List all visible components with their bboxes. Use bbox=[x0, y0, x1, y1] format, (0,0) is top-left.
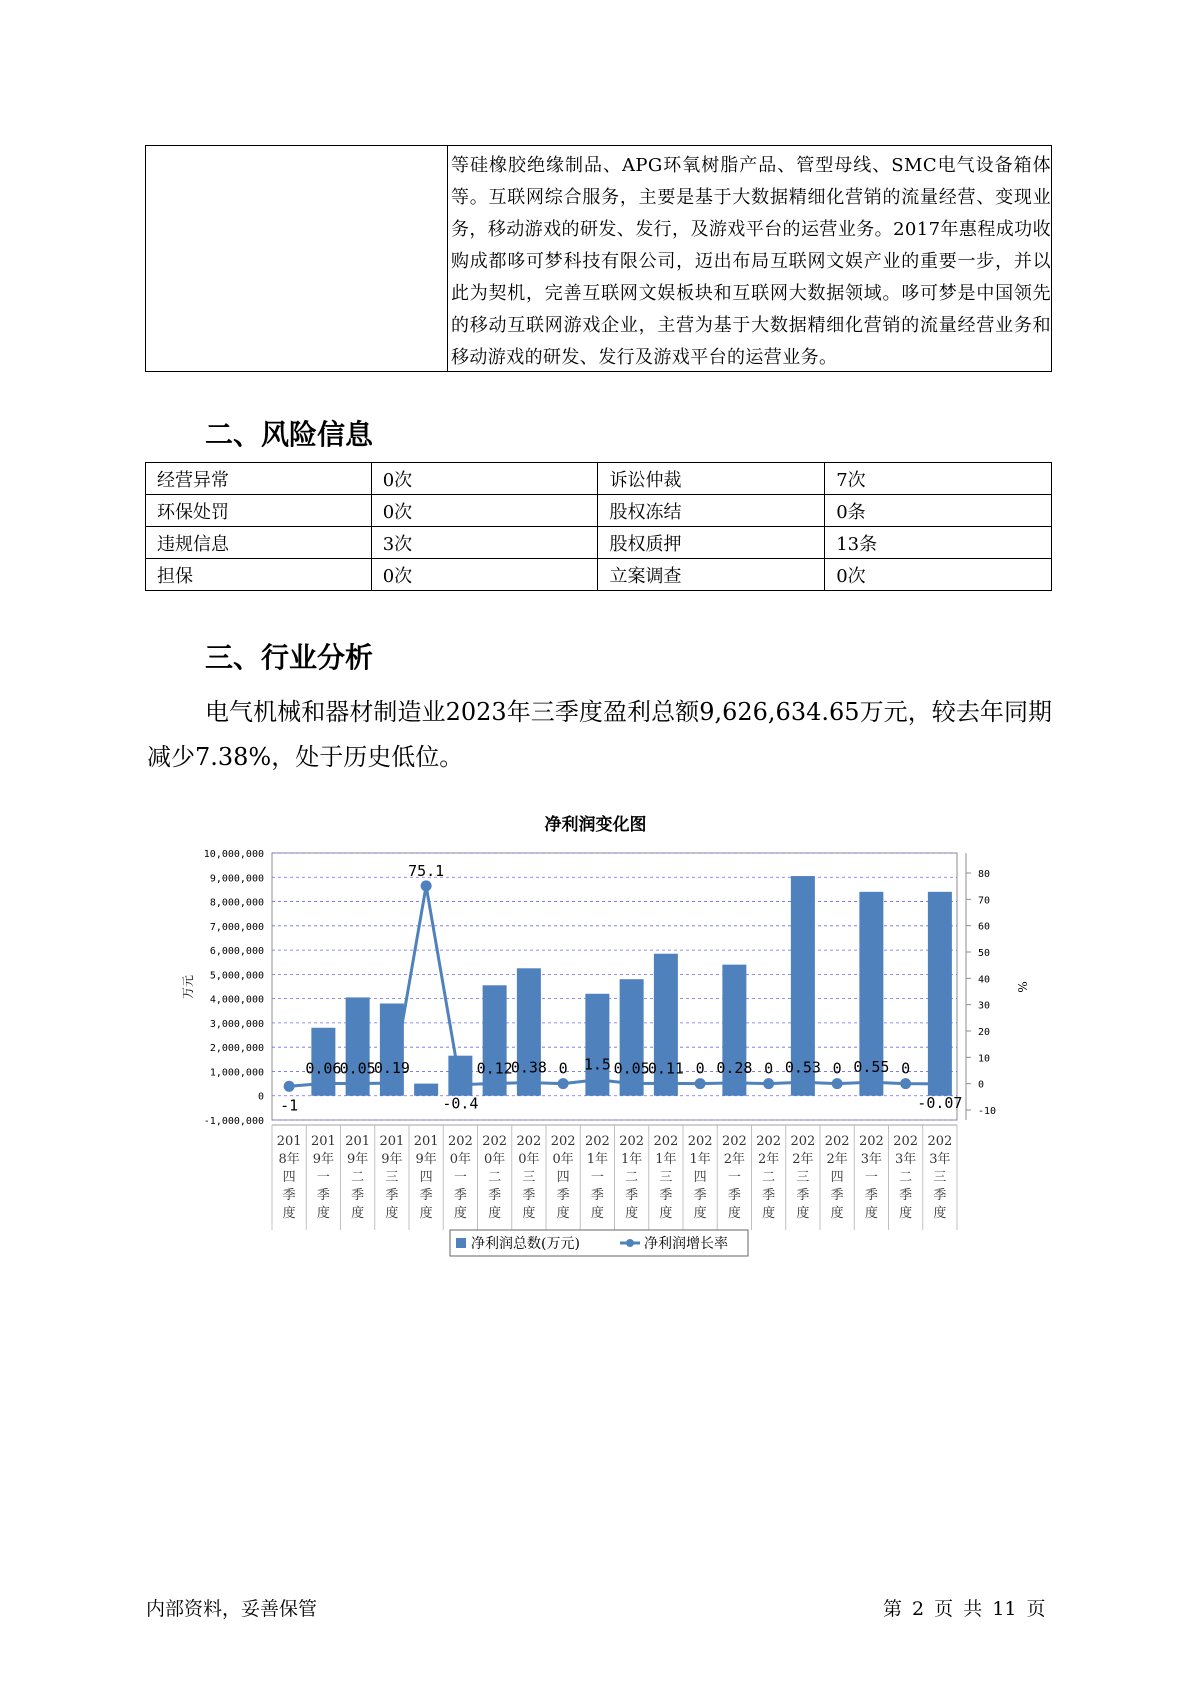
growth-point bbox=[386, 1078, 397, 1089]
y-tick-label: 6,000,000 bbox=[209, 946, 264, 958]
risk-item-label: 环保处罚 bbox=[146, 495, 372, 527]
y2-tick-label: 80 bbox=[978, 869, 991, 880]
y-tick-label: 8,000,000 bbox=[209, 897, 264, 909]
y-tick-label: -1,000,000 bbox=[203, 1116, 264, 1127]
risk-item-value: 7次 bbox=[825, 463, 1052, 495]
legend-bar-label: 净利润总数(万元) bbox=[471, 1236, 580, 1252]
growth-point bbox=[284, 1081, 295, 1092]
risk-item-value: 0次 bbox=[371, 463, 598, 495]
growth-point bbox=[523, 1077, 534, 1088]
plot-area bbox=[272, 853, 957, 1120]
growth-point bbox=[695, 1078, 706, 1089]
x-tick-label: 201 8年四季度 bbox=[276, 1134, 302, 1221]
growth-point bbox=[729, 1077, 740, 1088]
growth-point bbox=[660, 1078, 671, 1089]
risk-item-label: 股权质押 bbox=[598, 527, 825, 559]
data-label: 1.5 bbox=[583, 1055, 611, 1074]
risk-item-value: 3次 bbox=[371, 527, 598, 559]
footer-note: 内部资料，妥善保管 bbox=[146, 1598, 318, 1620]
bar bbox=[414, 1084, 438, 1096]
data-label: 0.19 bbox=[373, 1059, 410, 1078]
y2-tick-label: 50 bbox=[978, 948, 991, 959]
y-tick-label: 2,000,000 bbox=[209, 1043, 264, 1055]
growth-point bbox=[592, 1074, 603, 1085]
x-tick-label: 202 3年二季度 bbox=[893, 1134, 919, 1221]
x-tick-label: 201 9年四季度 bbox=[413, 1134, 439, 1221]
y-tick-label: 4,000,000 bbox=[209, 994, 264, 1006]
y2-axis-label: % bbox=[1015, 981, 1029, 993]
data-label: 0.53 bbox=[784, 1058, 821, 1077]
growth-point bbox=[866, 1077, 877, 1088]
risk-item-value: 0次 bbox=[371, 559, 598, 591]
data-label: 0.38 bbox=[510, 1058, 547, 1077]
risk-item-value: 0条 bbox=[825, 495, 1052, 527]
x-tick-label: 202 0年四季度 bbox=[550, 1134, 576, 1221]
x-tick-label: 202 2年三季度 bbox=[790, 1134, 816, 1221]
x-tick-label: 202 0年一季度 bbox=[447, 1134, 473, 1221]
risk-item-label: 股权冻结 bbox=[598, 495, 825, 527]
y-tick-label: 9,000,000 bbox=[209, 873, 264, 885]
y-tick-label: 3,000,000 bbox=[209, 1018, 264, 1030]
data-label: 0.55 bbox=[853, 1058, 890, 1077]
industry-paragraph: 电气机械和器材制造业2023年三季度盈利总额9,626,634.65万元，较去年同期减少7.38%，处于历史低位。 bbox=[147, 698, 1052, 771]
risk-item-value: 0次 bbox=[825, 559, 1052, 591]
x-tick-label: 202 3年三季度 bbox=[927, 1134, 953, 1221]
growth-point bbox=[797, 1077, 808, 1088]
growth-point bbox=[421, 880, 432, 891]
x-tick-label: 202 2年二季度 bbox=[756, 1134, 782, 1221]
data-label: 0 bbox=[901, 1059, 911, 1078]
intro-text: 等硅橡胶绝缘制品、APG环氧树脂产品、管型母线、SMC电气设备箱体等。互联网综合服务，主要是基于大数据精细化营销的流量经营、变现业务，移动游戏的研发、发行，及游戏平台的运营业务。2017年惠程成功收购成都哆可梦科技有限公司，迈出布局互联网文娱产业的重要一步，并以此为契机，完善互联网文娱板块和互联网大数据领域。哆可梦是中国领先的移动互联网游戏企业，主营为基于大数据精细化营销的流量经营业务和移动游戏的研发、发行及游戏平台的运营业务。 bbox=[451, 155, 1051, 368]
x-tick-label: 202 3年一季度 bbox=[858, 1134, 884, 1221]
growth-point bbox=[489, 1078, 500, 1089]
y-tick-label: 1,000,000 bbox=[209, 1067, 264, 1079]
data-label: 0.12 bbox=[476, 1059, 513, 1078]
page-number: 第 2 页 共 11 页 bbox=[883, 1598, 1046, 1620]
growth-point bbox=[832, 1078, 843, 1089]
data-label: 0.28 bbox=[716, 1058, 753, 1077]
y2-tick-label: 70 bbox=[978, 895, 991, 907]
y2-tick-label: 0 bbox=[978, 1079, 985, 1091]
data-label: 0.11 bbox=[647, 1059, 684, 1078]
x-tick-label: 202 1年一季度 bbox=[584, 1134, 610, 1221]
x-tick-label: 202 2年四季度 bbox=[824, 1134, 850, 1221]
y-axis-label: 万元 bbox=[181, 974, 195, 1000]
risk-item-value: 13条 bbox=[825, 527, 1052, 559]
y2-tick-label: 60 bbox=[978, 921, 991, 933]
legend-line-label: 净利润增长率 bbox=[644, 1236, 728, 1252]
y2-tick-label: 40 bbox=[978, 974, 991, 986]
growth-point bbox=[900, 1078, 911, 1089]
growth-point bbox=[318, 1078, 329, 1089]
growth-point bbox=[934, 1078, 945, 1089]
x-tick-label: 202 0年二季度 bbox=[482, 1134, 508, 1221]
growth-point bbox=[558, 1078, 569, 1089]
x-tick-label: 201 9年二季度 bbox=[345, 1134, 371, 1221]
growth-point bbox=[352, 1078, 363, 1089]
risk-item-label: 经营异常 bbox=[146, 463, 372, 495]
y-tick-label: 10,000,000 bbox=[203, 849, 264, 860]
risk-item-label: 诉讼仲裁 bbox=[598, 463, 825, 495]
risk-heading: 二、风险信息 bbox=[205, 418, 374, 451]
risk-item-label: 立案调查 bbox=[598, 559, 825, 591]
x-tick-label: 202 0年三季度 bbox=[516, 1134, 542, 1221]
risk-item-label: 担保 bbox=[146, 559, 372, 591]
data-label: -0.4 bbox=[442, 1094, 479, 1113]
industry-heading: 三、行业分析 bbox=[205, 641, 374, 674]
risk-item-label: 违规信息 bbox=[146, 527, 372, 559]
y2-tick-label: 10 bbox=[978, 1053, 991, 1065]
data-label: 0 bbox=[764, 1059, 774, 1078]
data-label: -1 bbox=[280, 1096, 299, 1115]
chart-title: 净利润变化图 bbox=[544, 815, 647, 835]
growth-point bbox=[763, 1078, 774, 1089]
x-tick-label: 202 1年二季度 bbox=[619, 1134, 645, 1221]
x-tick-label: 202 1年四季度 bbox=[687, 1134, 713, 1221]
data-label: 75.1 bbox=[408, 861, 445, 880]
x-tick-label: 202 1年三季度 bbox=[653, 1134, 679, 1221]
bar bbox=[928, 892, 952, 1096]
growth-point bbox=[626, 1078, 637, 1089]
y2-tick-label: 20 bbox=[978, 1027, 991, 1038]
growth-point bbox=[455, 1079, 466, 1090]
y-tick-label: 0 bbox=[257, 1091, 264, 1103]
data-label: 0.05 bbox=[613, 1059, 650, 1078]
y-tick-label: 7,000,000 bbox=[209, 921, 264, 933]
data-label: 0 bbox=[832, 1059, 842, 1078]
y2-tick-label: 30 bbox=[978, 1000, 991, 1012]
data-label: 0 bbox=[695, 1059, 705, 1078]
risk-item-value: 0次 bbox=[371, 495, 598, 527]
data-label: 0.05 bbox=[339, 1059, 376, 1078]
data-label: 0.06 bbox=[305, 1059, 342, 1078]
data-label: 0 bbox=[558, 1059, 568, 1078]
legend-bar-swatch bbox=[456, 1238, 466, 1248]
x-tick-label: 201 9年三季度 bbox=[379, 1134, 405, 1221]
y2-tick-label: -10 bbox=[978, 1106, 997, 1117]
x-tick-label: 202 2年一季度 bbox=[721, 1134, 747, 1221]
legend-line-marker bbox=[626, 1239, 634, 1247]
x-tick-label: 201 9年一季度 bbox=[310, 1134, 336, 1221]
y-tick-label: 5,000,000 bbox=[209, 970, 264, 982]
data-label: -0.07 bbox=[917, 1093, 963, 1112]
